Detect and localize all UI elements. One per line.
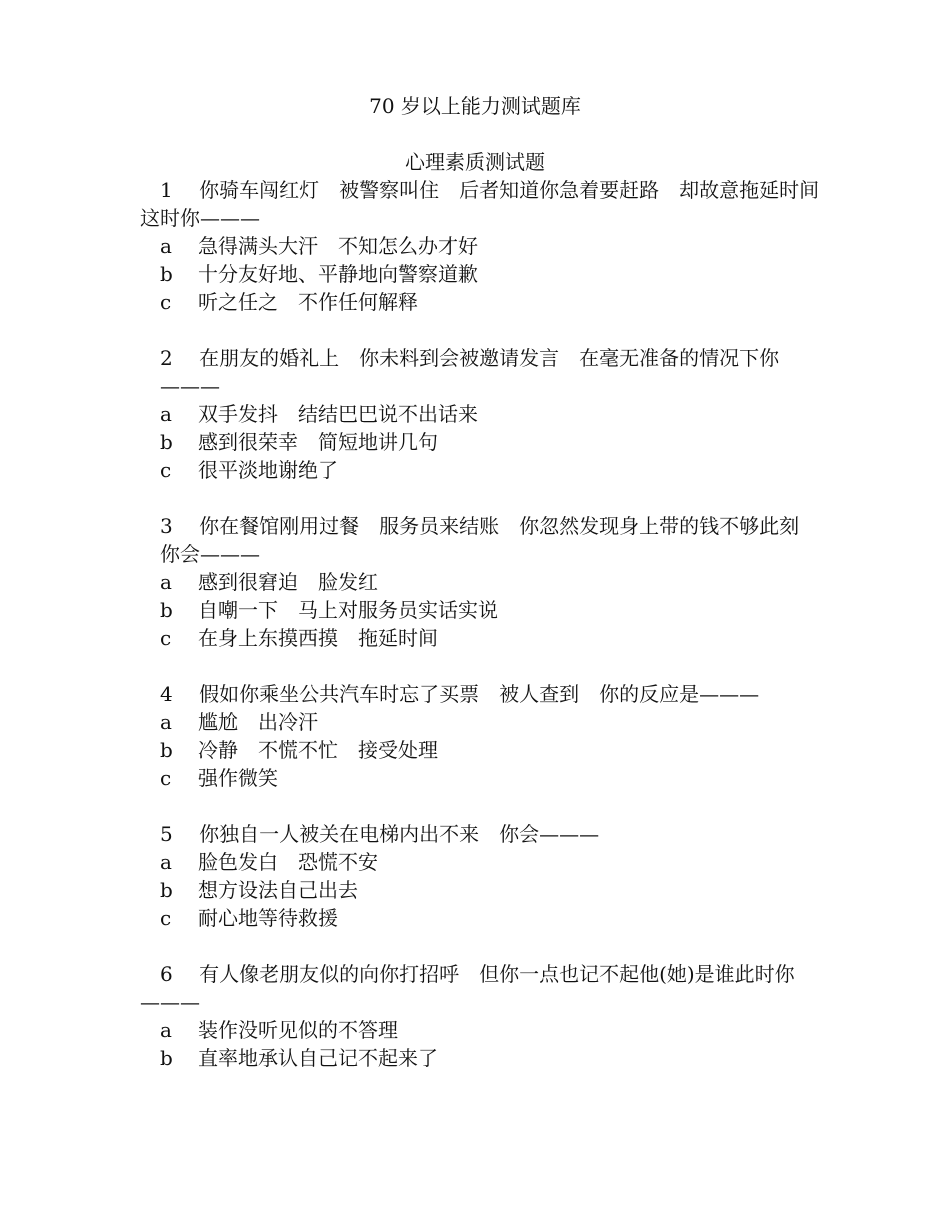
option-text: 直率地承认自己记不起来了 (198, 1046, 438, 1070)
option-a (140, 848, 820, 876)
option-text: 尴尬 出冷汗 (198, 710, 318, 734)
option-b (140, 876, 820, 904)
option-letter: a (160, 402, 172, 426)
option-text: 自嘲一下 马上对服务员实话实说 (198, 598, 498, 622)
option-b (140, 428, 820, 456)
option-text: 脸色发白 恐慌不安 (198, 850, 378, 874)
option-c (140, 764, 820, 792)
question-stem: 5 你独自一人被关在电梯内出不来 你会——— (160, 822, 600, 846)
option-letter: b (160, 878, 173, 902)
option-letter: a (160, 710, 172, 734)
option-a (140, 400, 820, 428)
option-c (140, 288, 820, 316)
option-text: 双手发抖 结结巴巴说不出话来 (198, 402, 478, 426)
option-c (140, 904, 820, 932)
option-letter: c (160, 906, 172, 930)
option-b (140, 736, 820, 764)
document-title: 70 岁以上能力测试题库 (369, 94, 581, 118)
option-letter: b (160, 262, 173, 286)
option-text: 强作微笑 (198, 766, 278, 790)
option-text: 在身上东摸西摸 拖延时间 (198, 626, 438, 650)
option-letter: a (160, 234, 172, 258)
option-text: 听之任之 不作任何解释 (198, 290, 418, 314)
option-letter: c (160, 458, 172, 482)
question-stem: 1 你骑车闯红灯 被警察叫住 后者知道你急着要赶路 却故意拖延时间 这时你——— (140, 178, 840, 230)
option-text: 很平淡地谢绝了 (198, 458, 338, 482)
option-letter: c (160, 290, 172, 314)
option-b (140, 260, 820, 288)
question-list (140, 176, 840, 1100)
option-letter: a (160, 1018, 172, 1042)
option-b (140, 596, 820, 624)
option-a (140, 568, 820, 596)
option-letter: c (160, 766, 172, 790)
question-5 (140, 820, 820, 932)
option-text: 感到很荣幸 简短地讲几句 (198, 430, 438, 454)
question-stem: 3 你在餐馆刚用过餐 服务员来结账 你忽然发现身上带的钱不够此刻 你会——— (160, 514, 820, 566)
option-a (140, 708, 820, 736)
option-a (140, 232, 820, 260)
option-text: 十分友好地、平静地向警察道歉 (198, 262, 478, 286)
question-6 (140, 960, 820, 1072)
question-1 (140, 176, 840, 316)
option-letter: b (160, 430, 173, 454)
option-text: 急得满头大汗 不知怎么办才好 (198, 234, 478, 258)
option-text: 感到很窘迫 脸发红 (198, 570, 378, 594)
option-letter: b (160, 598, 173, 622)
option-text: 装作没听见似的不答理 (198, 1018, 398, 1042)
question-stem: 2 在朋友的婚礼上 你未料到会被邀请发言 在毫无准备的情况下你——— (160, 346, 780, 398)
option-letter: c (160, 626, 172, 650)
option-letter: b (160, 1046, 173, 1070)
option-text: 冷静 不慌不忙 接受处理 (198, 738, 438, 762)
option-b (140, 1044, 820, 1072)
question-2 (140, 344, 820, 484)
question-stem: 6 有人像老朋友似的向你打招呼 但你一点也记不起他(她)是谁此时你——— (140, 962, 795, 1014)
option-letter: a (160, 850, 172, 874)
question-4 (140, 680, 820, 792)
option-text: 想方设法自己出去 (198, 878, 358, 902)
option-c (140, 624, 820, 652)
question-3 (140, 512, 820, 652)
option-letter: a (160, 570, 172, 594)
option-text: 耐心地等待救援 (198, 906, 338, 930)
option-letter: b (160, 738, 173, 762)
option-c (140, 456, 820, 484)
section-title: 心理素质测试题 (405, 150, 545, 174)
option-a (140, 1016, 820, 1044)
question-stem: 4 假如你乘坐公共汽车时忘了买票 被人查到 你的反应是——— (160, 682, 760, 706)
